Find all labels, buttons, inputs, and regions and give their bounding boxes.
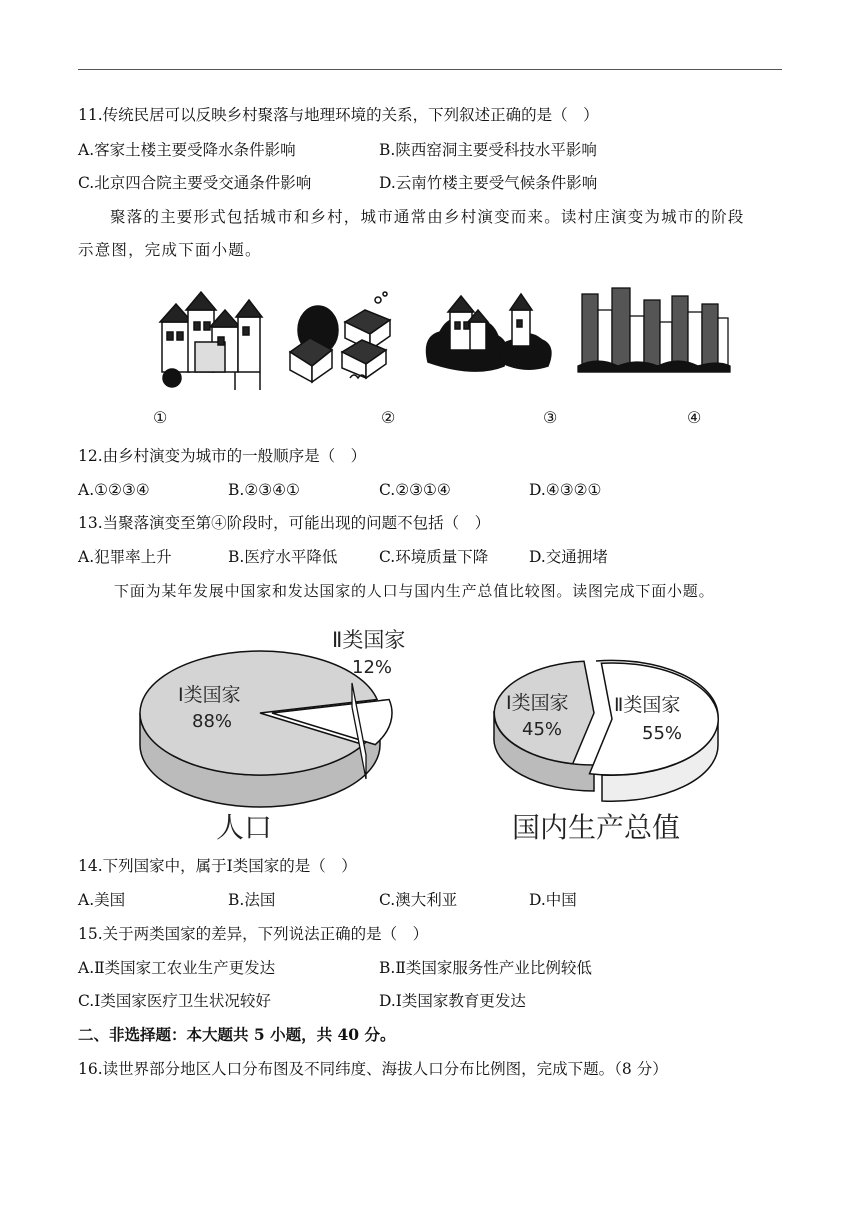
- q13-option-b: B.医疗水平降低: [228, 548, 338, 566]
- q14-stem: 14.下列国家中，属于Ⅰ类国家的是（ ）: [78, 857, 357, 875]
- stage-label-3: ③: [543, 408, 558, 427]
- intro-paragraph-line2: 示意图，完成下面小题。: [78, 241, 262, 259]
- q15-stem: 15.关于两类国家的差异，下列说法正确的是（ ）: [78, 925, 429, 943]
- stage-label-4: ④: [687, 408, 702, 427]
- stage-label-2: ②: [381, 408, 396, 427]
- population-value-class1: 88%: [192, 711, 233, 732]
- q15-option-b: B.Ⅱ类国家服务性产业比例较低: [379, 959, 592, 977]
- q13-option-d: D.交通拥堵: [529, 548, 608, 566]
- q14-option-b: B.法国: [228, 891, 276, 909]
- q15-option-d: D.Ⅰ类国家教育更发达: [379, 992, 526, 1010]
- intro-paragraph-line1: 聚落的主要形式包括城市和乡村，城市通常由乡村演变而来。读村庄演变为城市的阶段: [110, 208, 745, 226]
- q11-option-a: A.客家土楼主要受降水条件影响: [78, 141, 296, 159]
- gdp-pie-chart: [494, 660, 718, 844]
- q12-option-b: B.②③④①: [228, 481, 300, 499]
- gdp-label-class2: Ⅱ类国家: [614, 694, 681, 716]
- q12-option-d: D.④③②①: [529, 481, 602, 499]
- town-cluster-icon: [160, 292, 262, 390]
- section-heading: 二、非选择题：本大题共 5 小题，共 40 分。: [78, 1025, 396, 1044]
- q12-stem: 12.由乡村演变为城市的一般顺序是（ ）: [78, 447, 367, 465]
- q11-option-d: D.云南竹楼主要受气候条件影响: [379, 174, 598, 192]
- settlement-stages-figure: [150, 282, 740, 394]
- q12-option-c: C.②③①④: [379, 481, 451, 499]
- q11-option-b: B.陕西窑洞主要受科技水平影响: [379, 141, 597, 159]
- village-houses-icon: [290, 292, 390, 382]
- q13-option-c: C.环境质量下降: [379, 548, 489, 566]
- header-rule: [78, 69, 782, 70]
- gdp-value-class1: 45%: [522, 719, 563, 740]
- q11-stem: 11.传统民居可以反映乡村聚落与地理环境的关系，下列叙述正确的是（ ）: [78, 106, 599, 124]
- city-skyscrapers-icon: [578, 288, 730, 372]
- q14-option-c: C.澳大利亚: [379, 891, 458, 909]
- q15-option-a: A.Ⅱ类国家工农业生产更发达: [78, 959, 276, 977]
- q14-option-d: D.中国: [529, 891, 577, 909]
- population-label-class2: Ⅱ类国家: [332, 628, 406, 652]
- stage-label-1: ①: [153, 408, 168, 427]
- q15-option-c: C.Ⅰ类国家医疗卫生状况较好: [78, 992, 271, 1010]
- q13-stem: 13.当聚落演变至第④阶段时，可能出现的问题不包括（ ）: [78, 514, 491, 532]
- q16-stem: 16.读世界部分地区人口分布图及不同纬度、海拔人口分布比例图，完成下题。（8 分）: [78, 1060, 668, 1078]
- intro-paragraph-charts: 下面为某年发展中国家和发达国家的人口与国内生产总值比较图。读图完成下面小题。: [114, 582, 715, 600]
- q14-option-a: A.美国: [78, 891, 126, 909]
- pie-charts-figure: [120, 615, 740, 855]
- gdp-chart-title: 国内生产总值: [512, 811, 681, 844]
- population-chart-title: 人口: [216, 811, 273, 844]
- population-label-class1: Ⅰ类国家: [178, 684, 241, 706]
- population-pie-chart: [140, 628, 405, 844]
- population-value-class2: 12%: [352, 657, 393, 678]
- q13-option-a: A.犯罪率上升: [78, 548, 172, 566]
- q12-option-a: A.①②③④: [78, 481, 150, 499]
- small-village-with-trees-icon: [427, 294, 551, 371]
- gdp-value-class2: 55%: [642, 723, 683, 744]
- q11-option-c: C.北京四合院主要受交通条件影响: [78, 174, 312, 192]
- gdp-label-class1: Ⅰ类国家: [506, 692, 569, 714]
